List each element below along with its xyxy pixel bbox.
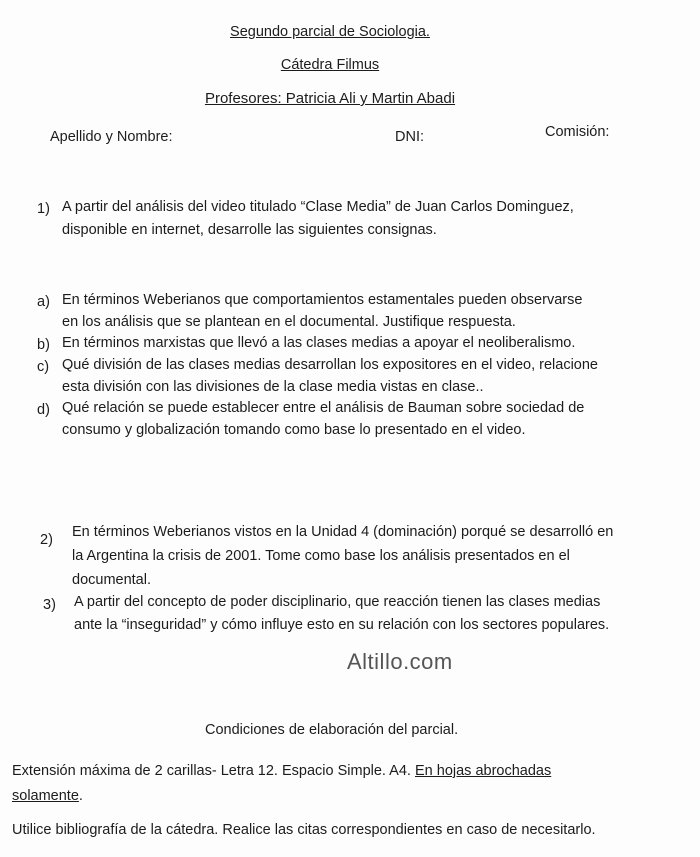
question-text: A partir del concepto de poder disciplinario, que reacción tienen las clases medias bbox=[74, 594, 601, 610]
item-text: en los análisis que se plantean en el documental. Justifique respuesta. bbox=[62, 314, 516, 330]
item-letter: d) bbox=[37, 402, 50, 418]
dni-field-label: DNI: bbox=[395, 129, 424, 145]
question-number: 2) bbox=[40, 532, 53, 548]
question-text: En términos Weberianos vistos en la Unidad 4 (dominación) porqué se desarrolló en bbox=[72, 524, 614, 540]
conditions-line-2 bbox=[12, 786, 83, 806]
item-text: esta división con las divisiones de la clase media vistas en clase.. bbox=[62, 379, 484, 395]
conditions-text: Extensión máxima de 2 carillas- Letra 12. Espacio Simple. A4. bbox=[12, 763, 415, 779]
item-text: Qué relación se puede establecer entre el análisis de Bauman sobre sociedad de bbox=[62, 400, 585, 416]
professors: Profesores: Patricia Ali y Martin Abadi bbox=[204, 90, 456, 107]
item-text: consumo y globalización tomando como base lo presentado en el video. bbox=[62, 422, 526, 438]
question-text: A partir del análisis del video titulado “Clase Media” de Juan Carlos Dominguez, bbox=[62, 199, 574, 215]
item-letter: a) bbox=[37, 294, 50, 310]
question-text: documental. bbox=[72, 572, 151, 588]
exam-title: Segundo parcial de Sociologia. bbox=[230, 24, 430, 40]
question-text: la Argentina la crisis de 2001. Tome como base los análisis presentados en el bbox=[72, 548, 570, 564]
item-text: En términos marxistas que llevó a las clases medias a apoyar el neoliberalismo. bbox=[62, 335, 576, 351]
question-text: disponible en internet, desarrolle las siguientes consignas. bbox=[62, 222, 437, 238]
conditions-line-1 bbox=[12, 761, 551, 781]
question-number: 3) bbox=[43, 597, 56, 613]
commission-field-label: Comisión: bbox=[545, 124, 610, 140]
conditions-text: . bbox=[78, 788, 83, 804]
conditions-title: Condiciones de elaboración del parcial. bbox=[205, 722, 459, 738]
conditions-underlined: En hojas abrochadas bbox=[414, 763, 552, 779]
chair-name: Cátedra Filmus bbox=[280, 57, 380, 73]
item-letter: b) bbox=[37, 337, 50, 353]
item-letter: c) bbox=[37, 359, 50, 375]
item-text: Qué división de las clases medias desarrollan los expositores en el video, relacione bbox=[62, 357, 598, 373]
conditions-underlined: solamente bbox=[12, 788, 79, 804]
name-field-label: Apellido y Nombre: bbox=[50, 129, 173, 145]
conditions-line-3: Utilice bibliografía de la cátedra. Realice las citas correspondientes en caso de necesitarlo. bbox=[12, 822, 596, 838]
question-text: ante la “inseguridad” y cómo influye esto en su relación con los sectores populares. bbox=[74, 617, 610, 633]
watermark: Altillo.com bbox=[347, 649, 453, 674]
item-text: En términos Weberianos que comportamientos estamentales pueden observarse bbox=[62, 292, 583, 308]
question-number: 1) bbox=[37, 201, 50, 217]
